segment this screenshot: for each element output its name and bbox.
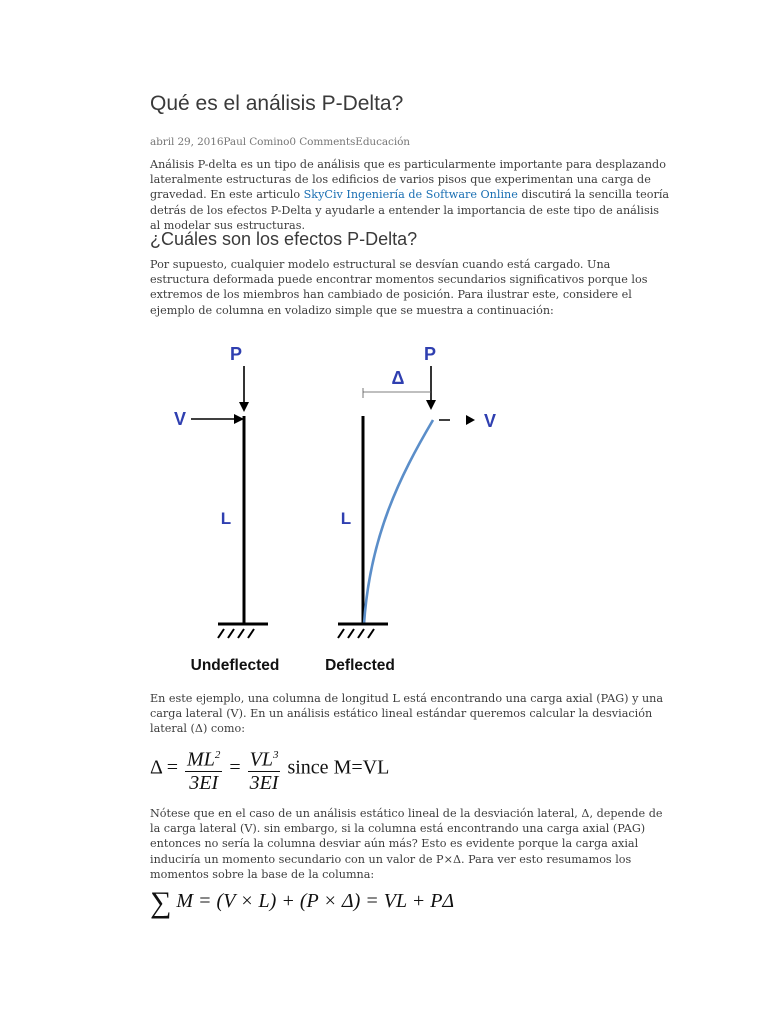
moment-equation (150, 886, 454, 920)
delta-label: Δ (391, 368, 405, 388)
intro-paragraph (150, 157, 670, 233)
deflected-caption: Deflected (325, 657, 395, 674)
right-p-arrowhead (426, 400, 436, 410)
effects-paragraph: Por supuesto, cualquier modelo estructural se desvían cuando está cargado. Una estructura deformada puede encontrar momentos secundarios significativos porque los extremos de los miembros han cambiado de posición. Para ilustrar este, considere el ejemplo de columna en voladizo simple que se muestra a continuación: (150, 258, 648, 317)
eq1-num2: VL (249, 748, 273, 771)
skyciv-link[interactable]: SkyCiv Ingeniería de Software Online (303, 188, 518, 202)
article-meta: abril 29, 2016Paul Comino0 CommentsEducación (150, 136, 410, 148)
deflection-equation (150, 744, 389, 794)
right-l-label: L (340, 509, 352, 528)
eq1-lhs: Δ = (150, 756, 179, 779)
left-hatch (218, 629, 254, 638)
left-p-arrowhead (239, 402, 249, 412)
eq1-den2: 3EI (249, 771, 279, 794)
pdelta-figure (160, 336, 450, 676)
eq1-equals: = (229, 756, 241, 779)
left-p-label: P (229, 344, 243, 364)
eq1-since: since M=VL (287, 756, 390, 779)
left-v-label: V (173, 409, 187, 429)
eq2-body: M = (V × L) + (P × Δ) = VL + PΔ (176, 890, 455, 912)
intro-text-b: discutirá la sencilla teoría detrás de los efectos P-Delta y ayudarle a entender la importancia de este tipo de análisis al modelar sus estructuras. (150, 188, 670, 232)
undeflected-caption: Undeflected (190, 657, 280, 674)
right-p-label: P (423, 344, 437, 364)
right-hatch (338, 629, 374, 638)
section-heading: ¿Cuáles son los efectos P-Delta? (150, 229, 418, 249)
deflected-shape (364, 420, 433, 624)
eq1-den1: 3EI (189, 771, 219, 794)
eq1-fraction-1 (185, 744, 222, 794)
left-l-label: L (220, 509, 232, 528)
eq1-exp1: 2 (214, 749, 221, 761)
eq1-exp2: 3 (272, 749, 279, 761)
right-v-arrowhead (466, 415, 475, 425)
sum-symbol: ∑ (150, 886, 172, 919)
eq1-num1: ML (187, 748, 215, 771)
right-v-group (466, 410, 506, 434)
note-paragraph: Nótese que en el caso de un análisis estático lineal de la desviación lateral, Δ, depende de la carga lateral (V). sin embargo, si la columna está encontrando una carga axial (PAG) entonces no sería la columna desviar aún más? Esto es evidente porque la carga axial induciría un momento secundario con un valor de P×Δ. Para ver esto resumamos los momentos sobre la base de la columna: (150, 807, 663, 881)
intro-text-a: Análisis P-delta es un tipo de análisis que es particularmente importante para desplazando lateralmente estructuras de los edificios de varios pisos que experimentan una carga de gravedad. En este articulo (150, 158, 666, 202)
eq1-fraction-2 (248, 744, 281, 794)
right-v-label: V (483, 411, 497, 431)
article-title: Qué es el análisis P-Delta? (150, 92, 404, 115)
example-paragraph: En este ejemplo, una columna de longitud L está encontrando una carga axial (PAG) y una carga lateral (V). En un análisis estático lineal estándar queremos calcular la desviación lateral (Δ) como: (150, 692, 664, 736)
